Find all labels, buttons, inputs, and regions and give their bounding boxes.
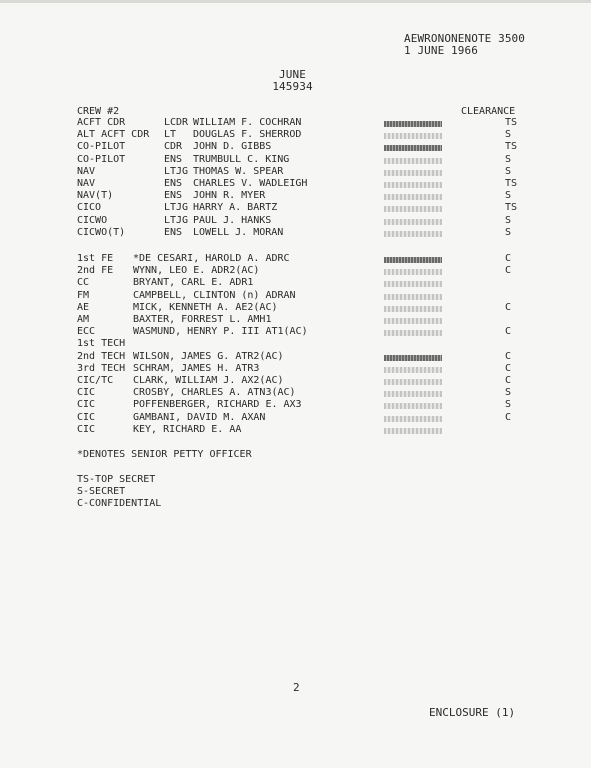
crew-name: LOWELL J. MORAN: [193, 226, 284, 238]
page-top-edge: [0, 0, 591, 3]
clearance-code: C: [505, 265, 512, 277]
clearance-code: S: [505, 129, 512, 141]
clearance-code: S: [505, 399, 512, 411]
crew-name: POFFENBERGER, RICHARD E. AX3: [133, 399, 302, 411]
redaction-mark: [384, 194, 442, 200]
crew-rank: ENS: [164, 226, 183, 238]
crew-name: CHARLES V. WADLEIGH: [193, 178, 308, 189]
redaction-mark: [384, 231, 442, 237]
redaction-mark: [384, 133, 442, 139]
redaction-mark: [384, 306, 442, 312]
redaction-mark: [384, 318, 442, 324]
crew-role: CO-PILOT: [77, 141, 126, 153]
crew-name: WILLIAM F. COCHRAN: [193, 117, 302, 128]
clearance-code: C: [505, 375, 512, 386]
crew-role: 1st FE: [77, 253, 114, 264]
redaction-mark: [384, 379, 442, 385]
redaction-mark: [384, 182, 442, 188]
crew-rank: ENS: [164, 178, 183, 189]
crew-role: AM: [77, 314, 90, 325]
crew-name: GAMBANI, DAVID M. AXAN: [133, 411, 266, 423]
crew-name: *DE CESARI, HAROLD A. ADRC: [133, 253, 290, 264]
crew-role: CIC: [77, 411, 96, 423]
crew-role: CICWO(T): [77, 226, 126, 238]
redaction-mark: [384, 121, 442, 127]
redaction-mark: [384, 281, 442, 287]
crew-role: 2nd FE: [77, 265, 114, 277]
crew-role: 2nd TECH: [77, 350, 126, 362]
clearance-code: TS: [505, 202, 518, 214]
crew-name: JOHN R. MYER: [193, 190, 266, 202]
senior-petty-officer-note: *DENOTES SENIOR PETTY OFFICER: [77, 449, 252, 460]
crew-rank: ENS: [164, 153, 183, 165]
crew-role: CIC/TC: [77, 375, 114, 386]
crew-role: CIC: [77, 423, 96, 435]
crew-role: CIC: [77, 399, 96, 411]
title-block: [270, 69, 315, 93]
legend-s: S-SECRET: [77, 486, 126, 497]
redaction-mark: [384, 219, 442, 225]
redaction-mark: [384, 269, 442, 275]
clearance-code: S: [505, 214, 512, 226]
clearance-code: C: [505, 253, 512, 264]
crew-name: BRYANT, CARL E. ADR1: [133, 277, 254, 289]
crew-role: CICO: [77, 202, 102, 214]
crew-name: KEY, RICHARD E. AA: [133, 423, 242, 435]
crew-name: JOHN D. GIBBS: [193, 141, 272, 153]
crew-label: CREW #2: [77, 106, 120, 117]
crew-rank: LTJG: [164, 165, 189, 177]
enclosure-label: ENCLOSURE (1): [429, 706, 516, 719]
crew-role: NAV(T): [77, 190, 114, 202]
header-reference: [404, 33, 525, 57]
header-date-line: 1 JUNE 1966: [404, 44, 478, 57]
clearance-code: S: [505, 226, 512, 238]
crew-role: ACFT CDR: [77, 117, 126, 128]
crew-rank: CDR: [164, 141, 183, 153]
crew-rank: ENS: [164, 190, 183, 202]
clearance-code: S: [505, 153, 512, 165]
redaction-mark: [384, 158, 442, 164]
crew-name: TRUMBULL C. KING: [193, 153, 290, 165]
clearance-code: TS: [505, 141, 518, 153]
crew-role: CIC: [77, 387, 96, 399]
crew-name: WILSON, JAMES G. ATR2(AC): [133, 350, 284, 362]
redaction-mark: [384, 355, 442, 361]
clearance-code: C: [505, 362, 512, 374]
page-number: 2: [293, 681, 300, 694]
redaction-mark: [384, 330, 442, 336]
crew-name: THOMAS W. SPEAR: [193, 165, 284, 177]
legend-ts: TS-TOP SECRET: [77, 474, 156, 485]
crew-name: PAUL J. HANKS: [193, 214, 272, 226]
redaction-mark: [384, 416, 442, 422]
clearance-code: C: [505, 326, 512, 338]
clearance-code: TS: [505, 178, 518, 189]
crew-rank: LT: [164, 129, 177, 141]
crew-name: CROSBY, CHARLES A. ATN3(AC): [133, 387, 296, 399]
clearance-code: C: [505, 301, 512, 313]
crew-name: CLARK, WILLIAM J. AX2(AC): [133, 375, 284, 386]
redaction-mark: [384, 170, 442, 176]
crew-role: FM: [77, 289, 90, 301]
clearance-code: TS: [505, 117, 518, 128]
clearance-code: C: [505, 411, 512, 423]
legend-c: C-CONFIDENTIAL: [77, 498, 162, 509]
crew-rank: LTJG: [164, 202, 189, 214]
clearance-code: C: [505, 350, 512, 362]
redaction-mark: [384, 257, 442, 263]
crew-role: 3rd TECH: [77, 362, 126, 374]
crew-role: NAV: [77, 165, 96, 177]
redaction-mark: [384, 206, 442, 212]
redaction-mark: [384, 367, 442, 373]
crew-name: SCHRAM, JAMES H. ATR3: [133, 362, 260, 374]
crew-name: WASMUND, HENRY P. III AT1(AC): [133, 326, 308, 338]
crew-name: BAXTER, FORREST L. AMH1: [133, 314, 272, 325]
crew-name: CAMPBELL, CLINTON (n) ADRAN: [133, 289, 296, 301]
clearance-code: S: [505, 165, 512, 177]
crew-role: 1st TECH: [77, 338, 126, 350]
crew-role: AE: [77, 301, 90, 313]
crew-name: WYNN, LEO E. ADR2(AC): [133, 265, 260, 277]
clearance-header: CLEARANCE: [461, 106, 516, 117]
crew-name: DOUGLAS F. SHERROD: [193, 129, 302, 141]
redaction-mark: [384, 428, 442, 434]
crew-role: CICWO: [77, 214, 108, 226]
title-month: JUNE: [279, 68, 306, 81]
redaction-mark: [384, 403, 442, 409]
crew-rank: LCDR: [164, 117, 189, 128]
crew-role: NAV: [77, 178, 96, 189]
crew-role: ALT ACFT CDR: [77, 129, 150, 141]
title-number: 145934: [272, 80, 313, 93]
crew-role: CO-PILOT: [77, 153, 126, 165]
clearance-code: S: [505, 190, 512, 202]
redaction-mark: [384, 294, 442, 300]
crew-name: HARRY A. BARTZ: [193, 202, 278, 214]
redaction-mark: [384, 391, 442, 397]
crew-role: ECC: [77, 326, 96, 338]
crew-rank: LTJG: [164, 214, 189, 226]
redaction-mark: [384, 145, 442, 151]
header-ref-line: AEWRONONENOTE 3500: [404, 32, 526, 45]
crew-name: MICK, KENNETH A. AE2(AC): [133, 301, 278, 313]
clearance-code: S: [505, 387, 512, 399]
crew-role: CC: [77, 277, 90, 289]
